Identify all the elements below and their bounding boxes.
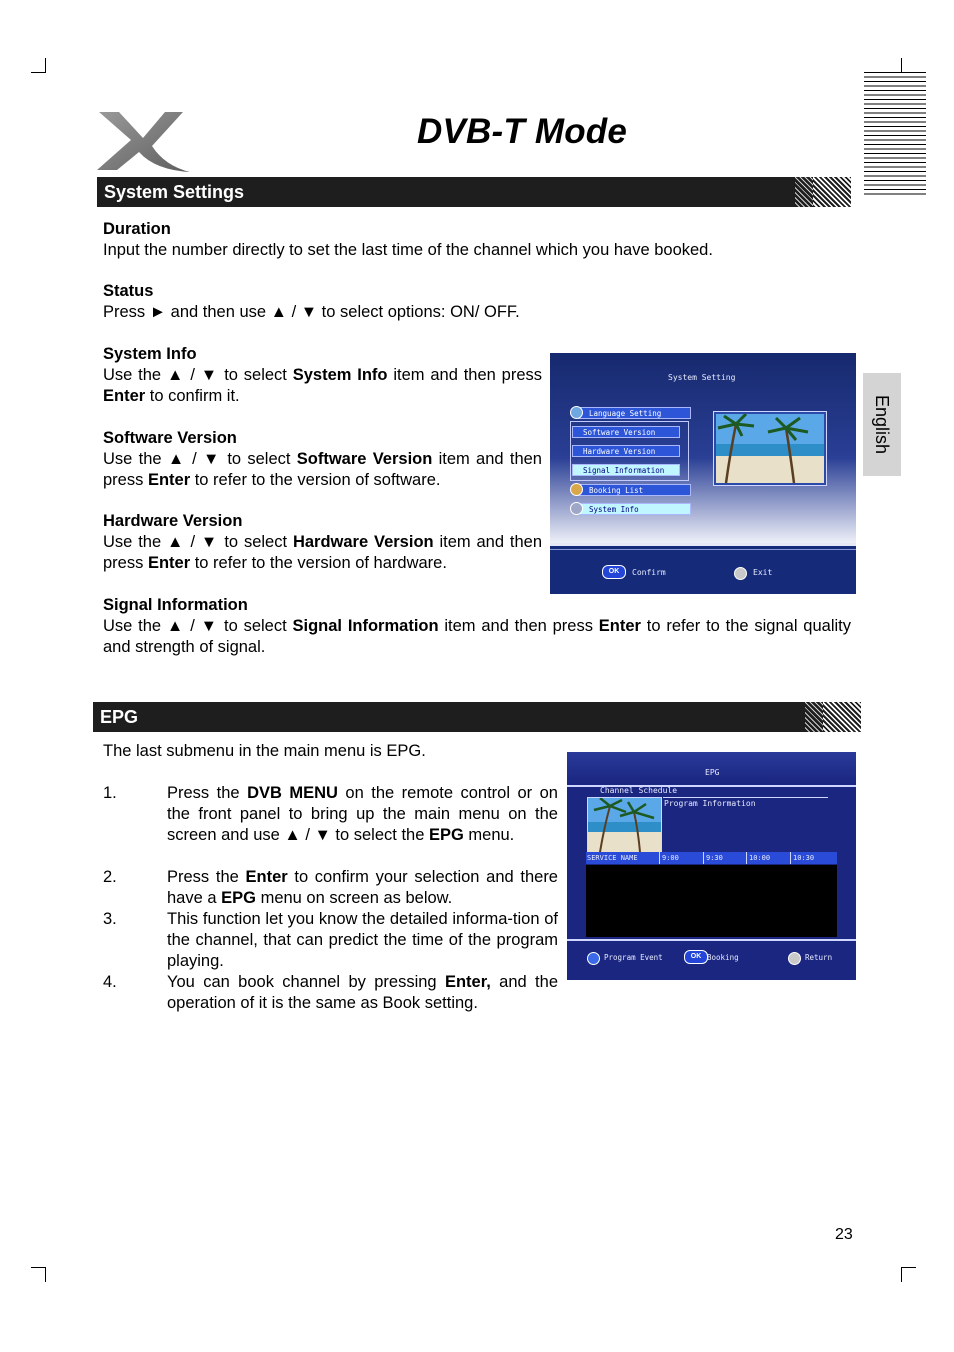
brand-logo-icon [95, 108, 191, 174]
ok-button-icon: OK [684, 950, 708, 964]
system-setting-screenshot [550, 353, 856, 594]
beach-image-icon [716, 414, 824, 483]
page-number: 23 [835, 1226, 853, 1243]
section-header-system-settings [97, 177, 851, 207]
status-heading: Status [103, 282, 154, 300]
status-text: Press ► and then use ▲ / ▼ to select options: ON/ OFF. [103, 303, 520, 321]
list-item-number: 1. [103, 784, 117, 802]
preview-frame [713, 411, 827, 486]
section-title: EPG [100, 707, 139, 727]
system-info-heading: System Info [103, 345, 197, 363]
booking-icon [570, 483, 583, 496]
hardware-version-text: Use the ▲ / ▼ to select Hardware Version item and then press Enter to refer to the version of hardware. [103, 533, 542, 572]
crop-mark-top-right [901, 58, 916, 73]
channel-preview-frame [587, 797, 662, 853]
list-item-number: 2. [103, 868, 117, 886]
menu-item-signal-information[interactable]: Signal Information [572, 464, 680, 476]
time-slot: 9:30 [706, 854, 723, 862]
crop-mark-top-left [31, 58, 46, 73]
list-item: This function let you know the detailed informa-tion of the channel, that can predict the time of the program playing. [167, 910, 558, 970]
system-info-text: Use the ▲ / ▼ to select System Info item and then press Enter to confirm it. [103, 366, 542, 405]
exit-button-icon [734, 567, 747, 580]
signal-information-heading: Signal Information [103, 596, 248, 614]
language-tab-label: English [872, 394, 892, 455]
program-event-label: Program Event [604, 953, 663, 962]
list-item: Press the DVB MENU on the remote control or on the front panel to bring up the main menu on the screen and use ▲ / ▼ to select the EPG menu. [167, 784, 558, 844]
list-item-number: 3. [103, 910, 117, 928]
booking-label: Booking [707, 953, 739, 962]
service-name-header: SERVICE NAME [587, 854, 638, 862]
list-item: You can book channel by pressing Enter, and the operation of it is the same as Book setting. [167, 973, 558, 1012]
menu-item-system-info[interactable]: System Info [578, 503, 691, 515]
section-header-epg [93, 702, 861, 732]
list-item: Press the Enter to confirm your selection and there have a EPG menu on screen as below. [167, 868, 558, 907]
schedule-grid [586, 865, 837, 937]
page-title: DVB-T Mode [417, 112, 628, 151]
crop-mark-bottom-right [901, 1267, 916, 1282]
info-icon [570, 502, 583, 515]
channel-schedule-label: Channel Schedule [600, 786, 678, 795]
ok-button-icon: OK [602, 565, 626, 579]
menu-item-booking-list[interactable]: Booking List [578, 484, 691, 496]
beach-image-icon [588, 798, 661, 852]
software-version-text: Use the ▲ / ▼ to select Software Version item and then press Enter to refer to the version of software. [103, 450, 542, 489]
menu-item-hardware-version[interactable]: Hardware Version [572, 445, 680, 457]
software-version-heading: Software Version [103, 429, 237, 447]
confirm-label: Confirm [632, 568, 666, 577]
menu-item-software-version[interactable]: Software Version [572, 426, 680, 438]
list-item-number: 4. [103, 973, 117, 991]
signal-information-text: Use the ▲ / ▼ to select Signal Information item and then press Enter to refer to the signal quality and strength of signal. [103, 617, 851, 656]
globe-icon [570, 406, 583, 419]
screen-title: System Setting [668, 373, 736, 382]
time-slot: 9:00 [662, 854, 679, 862]
section-title: System Settings [104, 182, 245, 202]
epg-screenshot [567, 752, 856, 980]
language-tab [863, 373, 901, 476]
program-event-icon [587, 952, 600, 965]
crop-mark-bottom-left [31, 1267, 46, 1282]
decorative-stripes [864, 72, 926, 198]
exit-label: Exit [753, 568, 773, 577]
time-slot: 10:00 [749, 854, 771, 862]
duration-heading: Duration [103, 220, 171, 238]
duration-text: Input the number directly to set the last time of the channel which you have booked. [103, 241, 713, 259]
screen-title: EPG [705, 768, 720, 777]
epg-intro: The last submenu in the main menu is EPG. [103, 742, 426, 760]
time-slot: 10:30 [793, 854, 815, 862]
return-button-icon [788, 952, 801, 965]
return-label: Return [805, 953, 833, 962]
menu-item-language-setting[interactable]: Language Setting [578, 407, 691, 419]
hardware-version-heading: Hardware Version [103, 512, 243, 530]
program-information-label: Program Information [664, 799, 756, 808]
